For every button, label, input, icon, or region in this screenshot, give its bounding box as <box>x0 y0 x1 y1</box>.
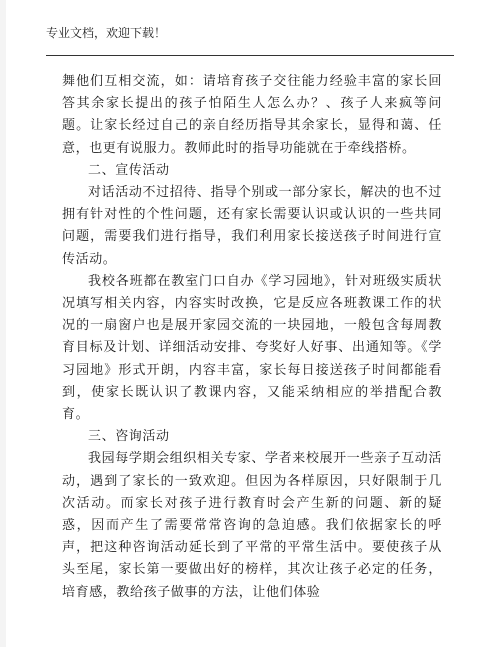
page-edge-shadow <box>0 0 6 647</box>
paragraph: 我园每学期会组织相关专家、学者来校展开一些亲子互动活动，遇到了家长的一致欢迎。但因为各样原因，只好限制于几次活动。而家长对孩子进行教育时会产生新的问题、新的疑惑，因而产生了需要常常咨询的急迫感。我们依据家长的呼声，把这种咨询活动延长到了平常的平常生活中。要使孩子从头至尾，家长第一要做出好的榜样，其次让孩子必定的任务，培育感，教给孩子做事的方法，让他们体验 <box>62 451 442 600</box>
section-heading-consultation: 三、咨询活动 <box>88 429 170 445</box>
paragraph-continuation: 舞他们互相交流，如：请培育孩子交往能力经验丰富的家长回答其余家长提出的孩子怕陌生人怎么办？、孩子人来疯等问题。让家长经过自己的亲自经历指导其余家长，显得和蔼、任意，也更有说服力。教师此时的指导功能就在于牵线搭桥。 <box>62 74 442 156</box>
document-body <box>62 71 442 604</box>
page-header: 专业文档，欢迎下载！ <box>46 26 167 40</box>
section-heading-publicity: 二、宣传活动 <box>88 162 170 178</box>
paragraph: 对话活动不过招待、指导个别或一部分家长，解决的也不过拥有针对性的个性问题，还有家长需要认识或认识的一些共同问题，需要我们进行指导，我们利用家长接送孩子时间进行宣传活动。 <box>62 185 442 267</box>
paragraph: 我校各班都在教室门口自办《学习园地》，针对班级实质状况填写相关内容，内容实时改换，它是反应各班教课工作的状况的一扇窗户也是展开家园交流的一块园地，一般包含每周教育目标及计划、详细活动安排、夸奖好人好事、出通知等。《学习园地》形式开朗，内容丰富，家长每日接送孩子时间都能看到，使家长既认识了教课内容，又能采纳相应的举措配合教育。 <box>62 273 442 423</box>
header-rule <box>46 55 454 56</box>
